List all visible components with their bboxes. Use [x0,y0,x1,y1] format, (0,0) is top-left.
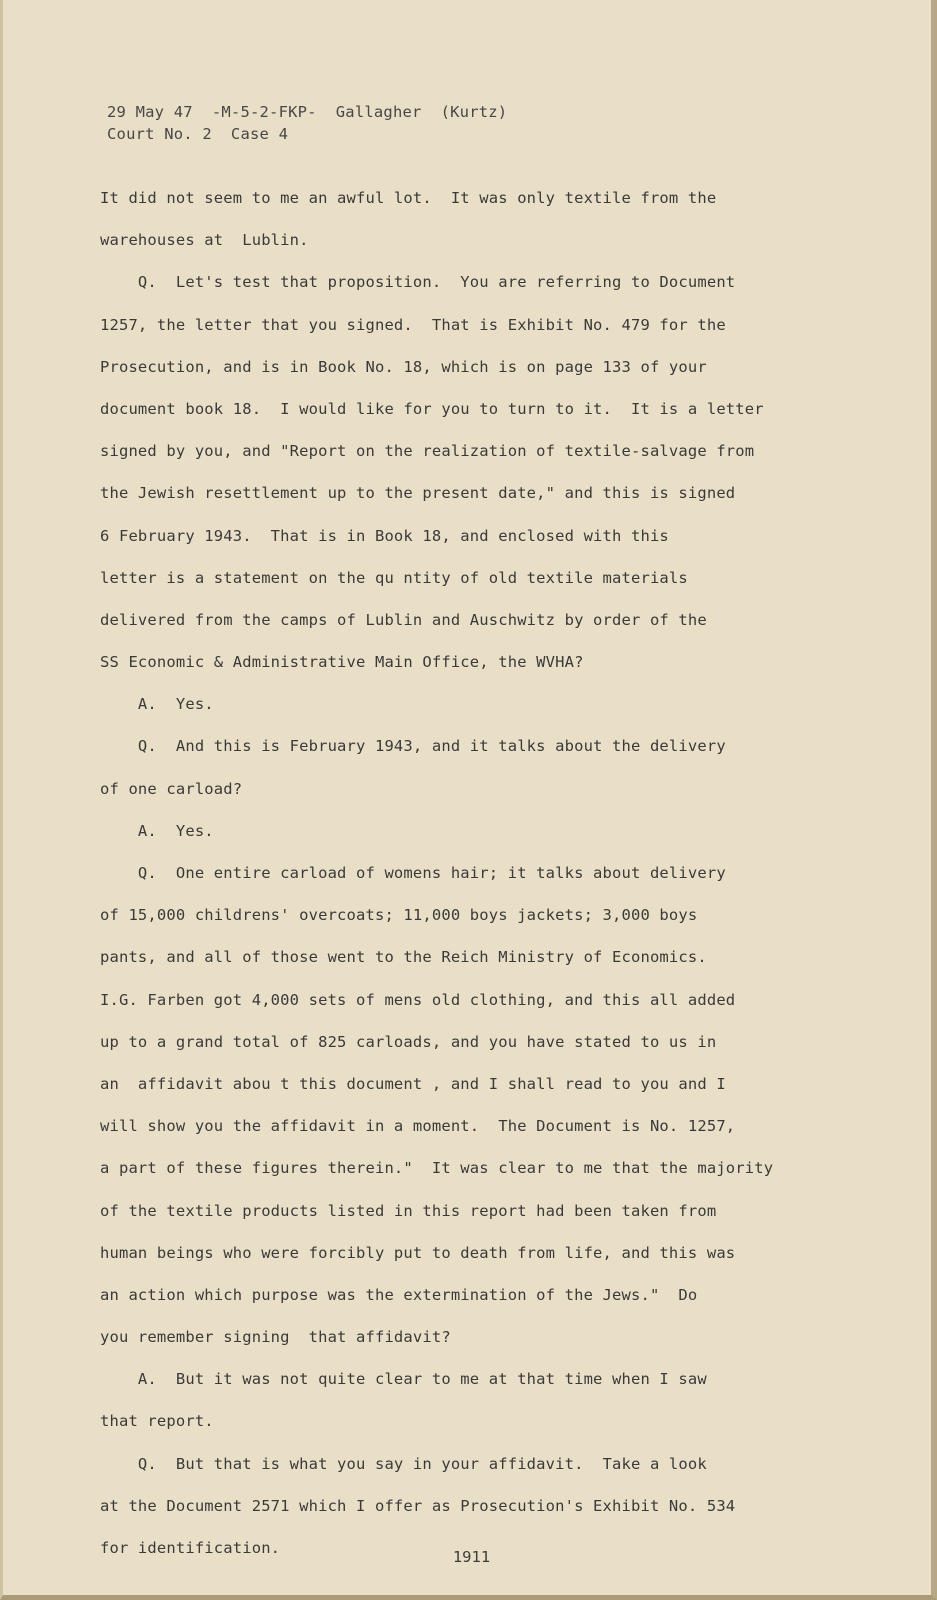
transcript-line: Q. One entire carload of womens hair; it talks about delivery [100,864,726,882]
transcript-line: signed by you, and "Report on the realization of textile-salvage from [100,442,755,461]
transcript-line: letter is a statement on the qu ntity of old textile materials [100,568,688,587]
transcript-line: document book 18. I would like for you to turn to it. It is a letter [100,399,764,418]
transcript-line: Q. And this is February 1943, and it talks about the delivery [100,737,726,756]
transcript-line: the Jewish resettlement up to the present date," and this is signed [100,484,736,503]
transcript-line: Prosecution, and is in Book No. 18, which is on page 133 of your [100,357,707,376]
transcript-line: a part of these figures therein." It was clear to me that the majority [100,1159,774,1178]
transcript-line: an action which purpose was the extermination of the Jews." Do [100,1285,698,1304]
transcript-line: an affidavit abou t this document , and I shall read to you and I [100,1074,726,1093]
transcript-line: A. Yes. [100,821,214,840]
transcript-line: you remember signing that affidavit? [100,1328,451,1347]
transcript-line: up to a grand total of 825 carloads, and you have stated to us in [100,1032,717,1051]
transcript-line: pants, and all of those went to the Reich Ministry of Economics. [100,948,707,967]
transcript-body [100,177,840,1569]
transcript-line: I.G. Farben got 4,000 sets of mens old clothing, and this all added [100,990,736,1009]
transcript-line: human beings who were forcibly put to death from life, and this was [100,1243,736,1262]
transcript-line: of the textile products listed in this report had been taken from [100,1201,717,1220]
transcript-line: warehouses at Lublin. [100,231,309,250]
transcript-line: It did not seem to me an awful lot. It was only textile from the [100,189,717,207]
transcript-line: 6 February 1943. That is in Book 18, and enclosed with this [100,526,669,545]
transcript-line: 1257, the letter that you signed. That is Exhibit No. 479 for the [100,315,726,334]
transcript-line: Q. Let's test that proposition. You are referring to Document [100,273,736,292]
page-header [107,101,507,145]
transcript-line: Q. But that is what you say in your affidavit. Take a look [100,1454,707,1473]
header-date-line: 29 May 47 -M-5-2-FKP- Gallagher (Kurtz) [107,103,508,121]
header-court-line: Court No. 2 Case 4 [107,125,289,143]
transcript-line: delivered from the camps of Lublin and Auschwitz by order of the [100,610,707,629]
transcript-line: will show you the affidavit in a moment. The Document is No. 1257, [100,1117,736,1136]
transcript-line: of 15,000 childrens' overcoats; 11,000 boys jackets; 3,000 boys [100,906,698,925]
transcript-line: of one carload? [100,779,243,798]
page-number: 1911 [452,1548,491,1566]
transcript-line: at the Document 2571 which I offer as Prosecution's Exhibit No. 534 [100,1496,736,1515]
transcript-line: SS Economic & Administrative Main Office, the WVHA? [100,653,584,672]
transcript-line: A. Yes. [100,695,214,714]
transcript-line: for identification. [100,1539,281,1557]
transcript-line: A. But it was not quite clear to me at that time when I saw [100,1370,707,1389]
transcript-line: that report. [100,1412,214,1431]
